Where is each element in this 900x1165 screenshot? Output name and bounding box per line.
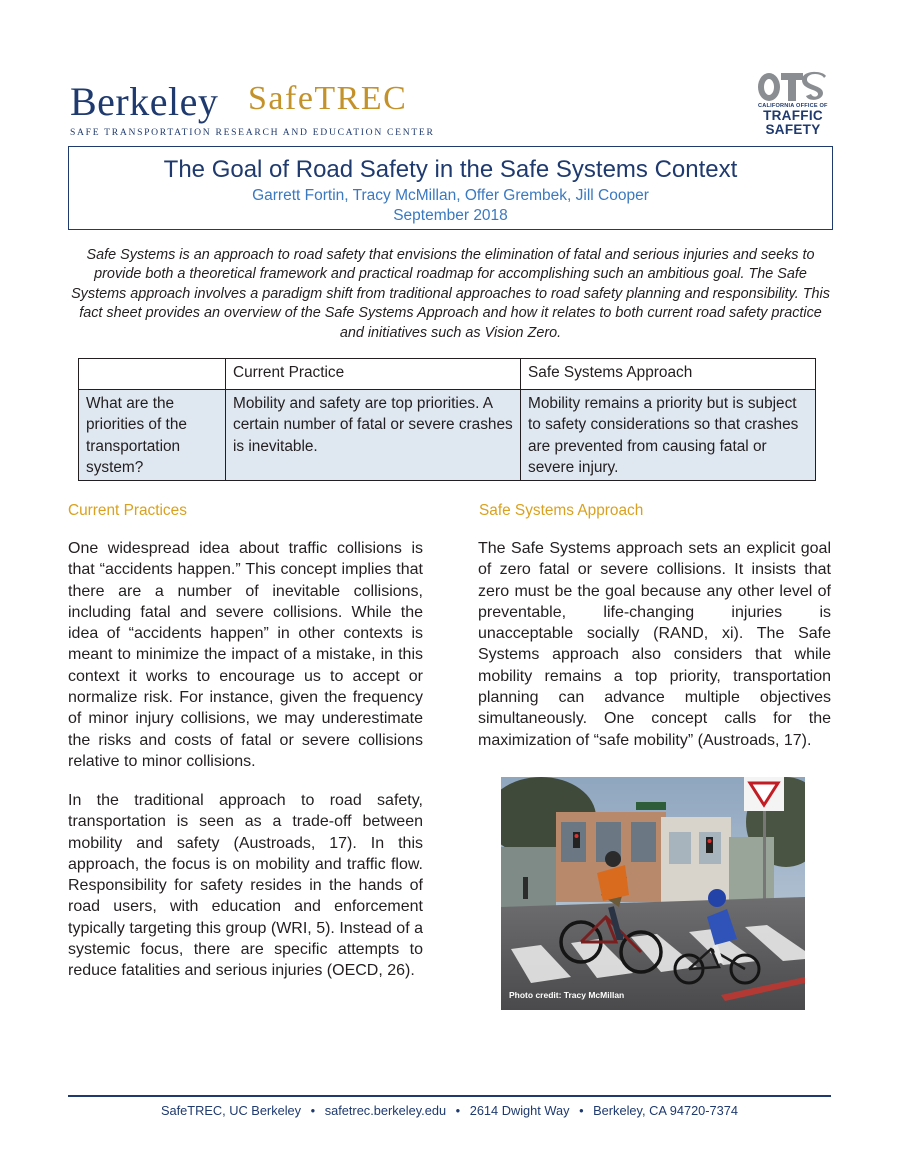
table-header-row [79, 359, 816, 390]
title-box [68, 146, 833, 230]
page-title: The Goal of Road Safety in the Safe Systems Context [163, 156, 738, 183]
safetrec-wordmark: SafeTREC [248, 80, 408, 117]
footer-city: Berkeley, CA 94720-7374 [593, 1103, 739, 1118]
table-cell-current: Mobility and safety are top priorities. A certain number of fatal or severe crashes is inevitable. [226, 390, 521, 481]
current-practices-paragraph-2: In the traditional approach to road safety, transportation is seen as a trade-off between mobility and safety (Austroads, 17). In this approach, the focus is on mobility and traffic flow. Responsibility for safety resides in the hands of road users, with education and enforcement typically targeting this group (WRI, 5). Instead of a systemic focus, there are specific attempts to reduce fatalities and serious injuries (OECD, 26). [68, 792, 423, 980]
photo-credit: Photo credit: Tracy McMillan [509, 990, 625, 1000]
footer-website-link[interactable]: safetrec.berkeley.edu [324, 1103, 447, 1118]
comparison-table [78, 358, 816, 481]
street-photo [501, 777, 805, 1010]
table-header-empty [79, 359, 226, 390]
ots-traffic-text: TRAFFIC [763, 108, 823, 123]
table-header-safe-systems: Safe Systems Approach [521, 359, 816, 390]
authors-line: Garrett Fortin, Tracy McMillan, Offer Grembek, Jill Cooper [252, 187, 649, 204]
footer-org: SafeTREC, UC Berkeley [160, 1103, 302, 1118]
table-cell-safe-systems: Mobility remains a priority but is subject to safety considerations so that crashes are prevented from causing fatal or severe injury. [521, 390, 816, 481]
table-cell-question: What are the priorities of the transportation system? [79, 390, 226, 481]
table-header-current-practice: Current Practice [226, 359, 521, 390]
publication-date: September 2018 [393, 207, 508, 224]
brand-subtitle: SAFE TRANSPORTATION RESEARCH AND EDUCATION CENTER [70, 127, 435, 138]
footer [68, 1103, 831, 1118]
current-practices-paragraph-1: One widespread idea about traffic collisions is that “accidents happen.” This concept implies that there are a number of inevitable collisions, including fatal and severe collisions. While the idea of “accidents happen” in other contexts is meant to minimize the impact of a mistake, in this context it works to encourage us to accept or normalize risk. For instance, given the frequency of minor injury collisions, we may underestimate the risks and costs of fatal or severe collisions relative to minor collisions. [68, 540, 423, 770]
current-practices-heading: Current Practices [68, 502, 187, 519]
footer-separator: • [579, 1103, 584, 1118]
cyclists-photo-illustration [501, 777, 805, 1010]
safe-systems-paragraph-1: The Safe Systems approach sets an explicit goal of zero fatal or severe collisions. It insists that zero must be the goal because any other level of preventable, life-changing injuries is unacceptable socially (RAND, xi). The Safe Systems approach also considers that while mobility remains a top priority, transportation planning can advance multiple objectives simultaneously. One concept calls for the maximization of “safe mobility” (Austroads, 17). [478, 540, 831, 749]
footer-rule [68, 1095, 831, 1097]
ots-logo [756, 70, 832, 140]
safe-systems-heading: Safe Systems Approach [479, 502, 644, 519]
ots-mark-icon [756, 70, 828, 104]
footer-separator: • [310, 1103, 316, 1118]
ots-small-text: CALIFORNIA OFFICE OF [758, 103, 828, 109]
table-row [79, 390, 816, 481]
berkeley-wordmark: Berkeley [70, 79, 219, 124]
ots-safety-text: SAFETY [765, 122, 821, 137]
footer-separator: • [455, 1103, 461, 1118]
intro-paragraph: Safe Systems is an approach to road safety that envisions the elimination of fatal and serious injuries and seeks to provide both a theoretical framework and practical roadmap for accomplishing such an ambitious goal. The Safe Systems approach involves a paradigm shift from traditional approaches to road safety planning and responsibility. This fact sheet provides an overview of the Safe Systems Approach and how it relates to both current road safety practice and initiatives such as Vision Zero. [71, 247, 830, 341]
footer-street: 2614 Dwight Way [469, 1103, 570, 1118]
